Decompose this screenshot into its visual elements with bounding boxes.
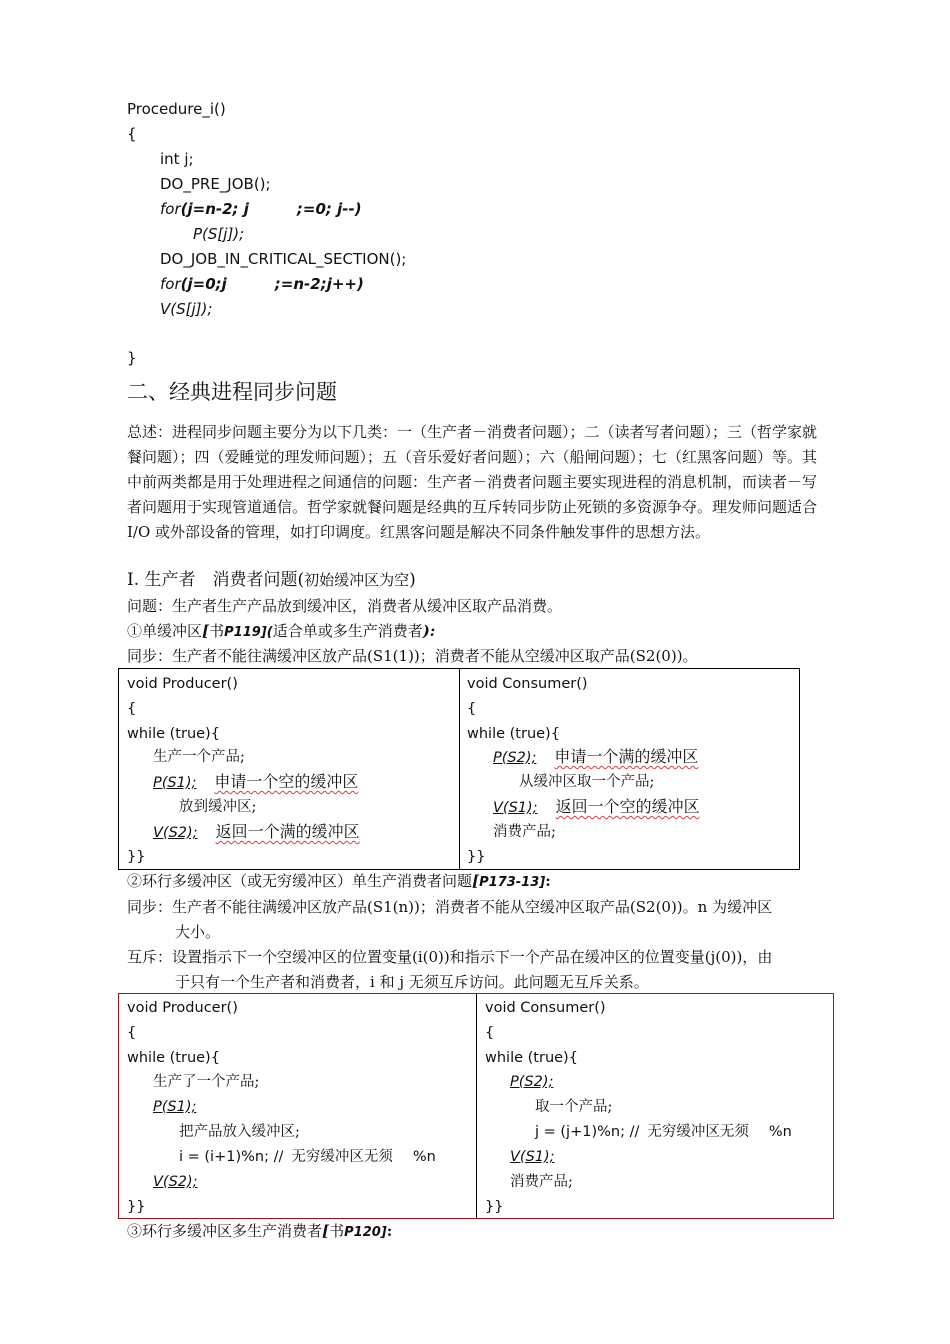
semaphore-op: V(S1);: [493, 800, 538, 816]
code-line: [153, 772, 358, 793]
comment: 无穷缓冲区无须: [291, 1149, 393, 1165]
sync-statement-1: 同步：生产者不能往满缓冲区放产品(S1(1))；消费者不能从空缓冲区取产品(S2(0))。: [127, 647, 698, 665]
case2-label: ②环行多缓冲区（或无穷缓冲区）单生产消费者问题: [127, 872, 473, 890]
page-ref: P173-13]: [479, 875, 546, 890]
comment: 无穷缓冲区无须: [647, 1124, 749, 1140]
producer-cell: [119, 669, 460, 869]
code-line: while (true){: [467, 726, 560, 742]
case1-heading: [127, 621, 435, 643]
comment: 申请一个满的缓冲区: [554, 747, 699, 766]
semaphore-op: V(S2);: [153, 825, 198, 841]
colon: :: [545, 872, 551, 890]
mutex-statement: [127, 945, 827, 995]
semaphore-op: P(S1);: [153, 775, 197, 791]
code-line: {: [127, 125, 137, 143]
code-line: 放到缓冲区;: [179, 799, 257, 815]
code-line-for-loop: [160, 274, 364, 294]
code-line: [535, 1122, 792, 1142]
code-line: [493, 797, 700, 818]
code-line: {: [127, 701, 137, 717]
consumer-cell: [460, 669, 799, 869]
code-text: j = (j+1)%n; //: [535, 1124, 640, 1140]
code-line-for-loop: [160, 199, 362, 219]
problem-statement: 问题：生产者生产产品放到缓冲区，消费者从缓冲区取产品消费。: [127, 597, 563, 615]
code-text: ;=n-2;j++): [274, 275, 364, 293]
overview-paragraph: 总述：进程同步问题主要分为以下几类：一（生产者－消费者问题）；二（读者写者问题）；三（哲学家就餐问题）；四（爱睡觉的理发师问题）；五（音乐爱好者问题）；六（船闸问题）；七（红黑客问题）等。其中前两类都是用于处理进程之间通信的问题：生产者－消费者问题主要实现进程的消息机制，而读者－写者问题用于实现管道通信。哲学家就餐问题是经典的互斥转同步防止死锁的多资源争夺。理发师问题适合 I/O 或外部设备的管理，如打印调度。红黑客问题是解决不同条件触发事件的思想方法。: [127, 423, 818, 541]
code-line: {: [127, 1025, 137, 1041]
code-line: void Consumer(): [485, 1000, 606, 1016]
bracket: [: [202, 622, 210, 640]
case2-heading: [127, 871, 551, 893]
semaphore-op: V(S2);: [153, 1174, 198, 1190]
semaphore-op: P(S1);: [153, 1099, 197, 1115]
code-line: void Consumer(): [467, 676, 588, 692]
code-line: }: [127, 349, 137, 367]
subsection-title-text: I. 生产者 消费者问题(: [127, 570, 305, 590]
code-table-ring-buffer: [118, 993, 834, 1219]
comment: 返回一个空的缓冲区: [555, 797, 700, 816]
subsection-note: 初始缓冲区为空: [304, 571, 410, 589]
code-line: }}: [485, 1199, 504, 1215]
code-text: %n: [412, 1149, 436, 1165]
bracket: [: [472, 872, 480, 890]
colon: :: [386, 1222, 393, 1240]
case1-label: ①单缓冲区: [127, 622, 203, 640]
code-line: 取一个产品;: [535, 1099, 613, 1115]
page-ref: P120]: [344, 1225, 387, 1240]
code-line: }}: [127, 1199, 146, 1215]
code-line: [153, 822, 360, 843]
code-line: void Producer(): [127, 676, 238, 692]
code-line: DO_JOB_IN_CRITICAL_SECTION();: [160, 250, 407, 268]
case3-heading: [127, 1221, 392, 1243]
code-line: Procedure_i(): [127, 100, 226, 118]
semaphore-op: P(S2);: [493, 750, 537, 766]
producer-cell: [119, 994, 477, 1218]
semaphore-op: P(S2);: [510, 1074, 554, 1090]
code-line: 把产品放入缓冲区;: [179, 1124, 300, 1140]
section-title: 二、经典进程同步问题: [127, 380, 337, 404]
consumer-cell: [477, 994, 833, 1218]
code-line: P(S[j]);: [193, 225, 245, 243]
sync2-text-cont: 大小。: [175, 923, 221, 941]
bracket: [: [322, 1222, 330, 1240]
comment: 申请一个空的缓冲区: [214, 772, 359, 791]
sync2-text: 同步：生产者不能往满缓冲区放产品(S1(n))；消费者不能从空缓冲区取产品(S2(0))。n 为缓冲区: [127, 898, 773, 916]
subsection-paren: ): [409, 570, 416, 590]
code-line: 消费产品;: [510, 1174, 573, 1190]
code-keyword: for: [160, 200, 181, 218]
code-keyword: for: [160, 275, 181, 293]
colon: ):: [422, 622, 436, 640]
page-ref: P119](: [224, 625, 273, 640]
code-line: {: [485, 1025, 495, 1041]
code-line: [493, 747, 698, 768]
code-line: V(S[j]);: [160, 300, 213, 318]
case3-label: ③环行多缓冲区多生产消费者: [127, 1222, 323, 1240]
code-text: (j=0;j: [180, 275, 227, 293]
code-line: 生产一个产品;: [153, 749, 245, 765]
code-line: [179, 1147, 436, 1167]
comment: 返回一个满的缓冲区: [215, 822, 360, 841]
code-line: while (true){: [485, 1050, 578, 1066]
code-line: 消费产品;: [493, 824, 556, 840]
code-line: 生产了一个产品;: [153, 1074, 260, 1090]
semaphore-op: V(S1);: [510, 1149, 555, 1165]
code-line: int j;: [160, 150, 194, 168]
book-ref: 书: [209, 622, 225, 640]
book-ref: 书: [329, 1222, 345, 1240]
code-text: i = (i+1)%n; //: [179, 1149, 284, 1165]
code-table-single-buffer: [118, 668, 800, 870]
code-line: while (true){: [127, 1050, 220, 1066]
code-text: %n: [768, 1124, 792, 1140]
code-line: }}: [467, 849, 486, 865]
code-text: ;=0; j--): [296, 200, 362, 218]
code-line: {: [467, 701, 477, 717]
code-line: void Producer(): [127, 1000, 238, 1016]
code-line: while (true){: [127, 726, 220, 742]
code-line: 从缓冲区取一个产品;: [519, 774, 655, 790]
mutex-text-cont: 于只有一个生产者和消费者，i 和 j 无须互斥访问。此问题无互斥关系。: [175, 973, 649, 991]
sync-statement-2: [127, 895, 827, 945]
case1-note: 适合单或多生产消费者: [272, 622, 423, 640]
mutex-text: 互斥：设置指示下一个空缓冲区的位置变量(i(0))和指示下一个产品在缓冲区的位置变量(j(0))，由: [127, 948, 773, 966]
code-line: DO_PRE_JOB();: [160, 175, 271, 193]
code-line: }}: [127, 849, 146, 865]
subsection-title: [127, 570, 416, 590]
code-text: (j=n-2; j: [180, 200, 249, 218]
